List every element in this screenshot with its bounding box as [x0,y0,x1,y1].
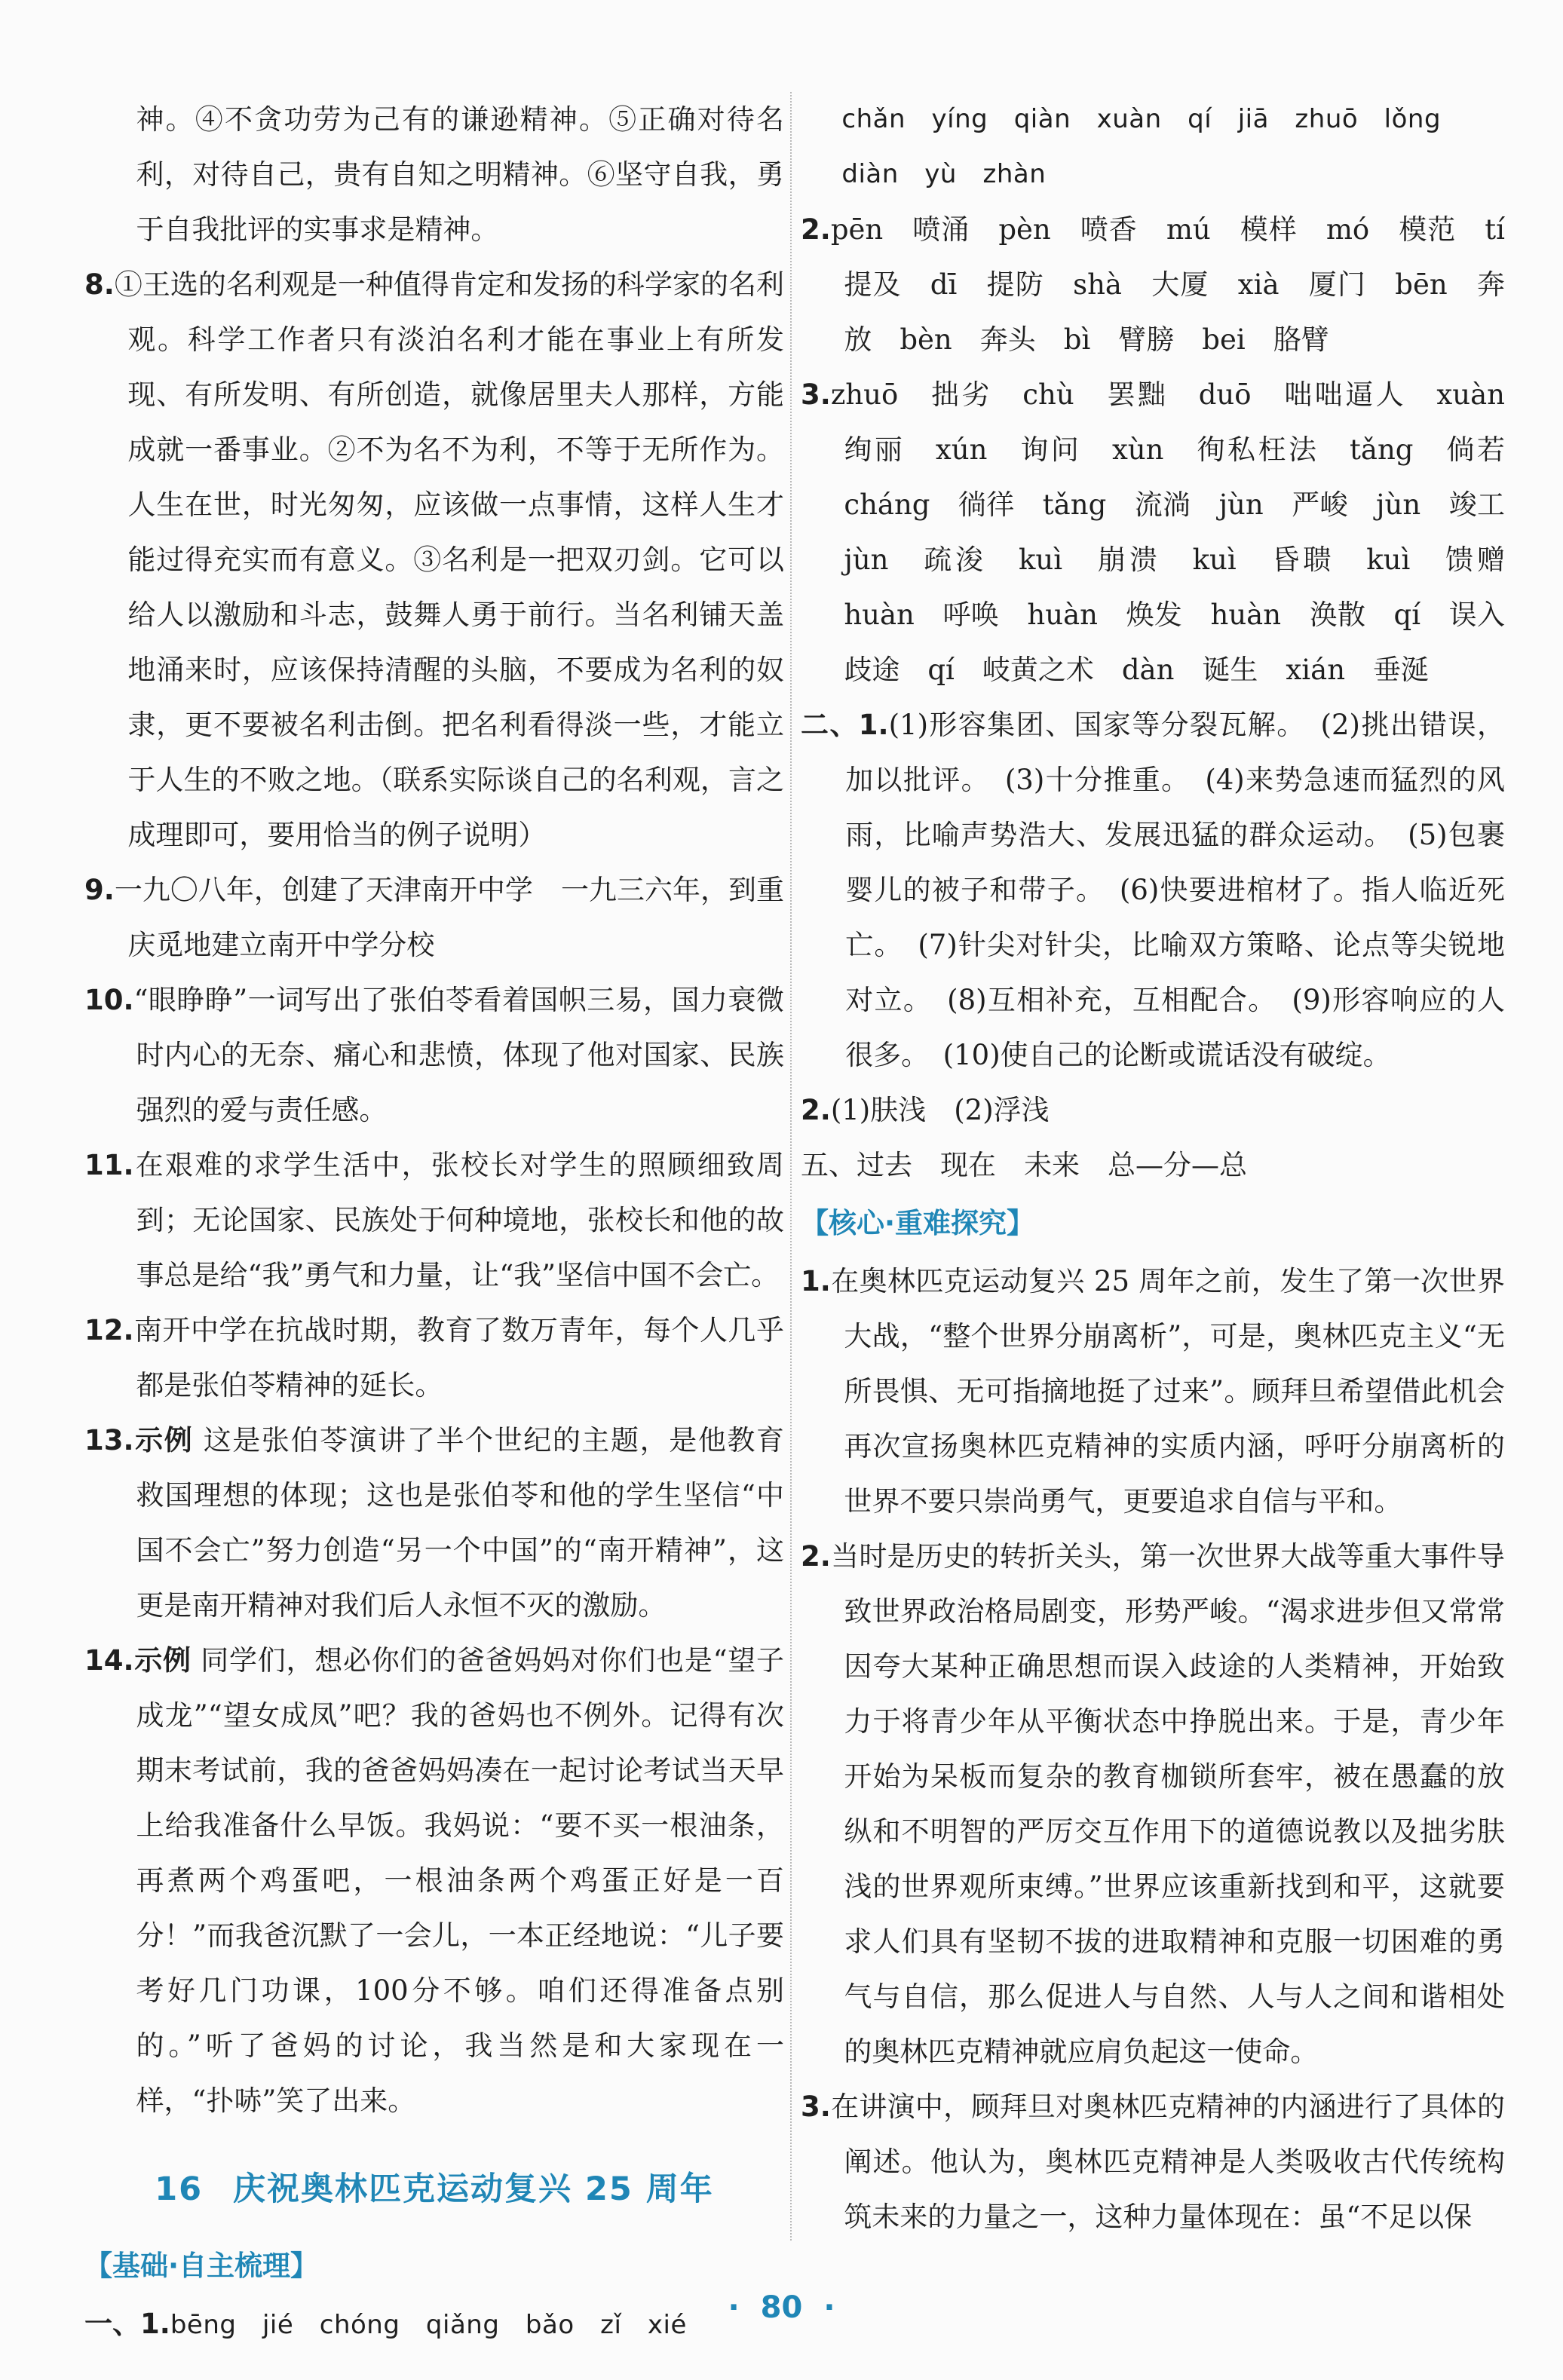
part-two-item-1 [801,697,1505,1083]
answer-number: 8. [84,268,115,301]
answer-text: 同学们，想必你们的爸爸妈妈对你们也是“望子成龙”“望女成凤”吧？我的爸妈也不例外。记得有次期末考试前，我的爸爸妈妈凑在一起讨论考试当天早上给我准备什么早饭。我妈说：“要不买一根油条，再煮两个鸡蛋吧，一根油条两个鸡蛋正好是一百分！”而我爸沉默了一会儿，一本正经地说：“儿子要考好几门功课，100分不够。咱们还得准备点别的。”听了爸妈的讨论，我当然是和大家现在一样，“扑哧”笑了出来。 [136,1644,785,2117]
answer-text: 当时是历史的转折关头，第一次世界大战等重大事件导致世界政治格局剧变，形势严峻。“渴求进步但又常常因夸大某种正确思想而误入歧途的人类精神，开始致力于将青少年从平衡状态中挣脱出来。于是，青少年开始为呆板而复杂的教育枷锁所套牢，被在愚蠢的放纵和不明智的严厉交互作用下的道德说教以及拙劣肤浅的世界观所束缚。”世界应该重新找到和平，这就要求人们具有坚韧不拔的进取精神和克服一切困难的勇气与自信，那么促进人与自然、人与人之间和谐相处的奥林匹克精神就应肩负起这一使命。 [830,1540,1505,2068]
column-divider [790,92,792,2241]
example-label: 示例 [133,1423,194,1456]
answer-text: pēn 喷涌 pèn 喷香 mú 模样 mó 模范 tí 提及 dī 提防 shà 大厦 xià 厦门 bēn 奔放 bèn 奔头 bì 臂膀 bei 胳臂 [830,213,1533,356]
chapter-heading [84,2163,784,2216]
answer-text: ①王选的名利观是一种值得肯定和发扬的科学家的名利观。科学工作者只有淡泊名利才能在事业上有所发现、有所发明、有所创造，就像居里夫人那样，方能成就一番事业。②不为名不为利，不等于无所作为。人生在世，时光匆匆，应该做一点事情，这样人生才能过得充实而有意义。③名利是一把双刃剑。它可以给人以激励和斗志，鼓舞人勇于前行。当名利铺天盖地涌来时，应该保持清醒的头脑，不要成为名利的奴隶，更不要被名利击倒。把名利看得淡一些，才能立于人生的不败之地。（联系实际谈自己的名利观，言之成理即可，要用恰当的例子说明） [114,268,784,851]
answer-9 [84,862,784,973]
answer-number: 2. [801,1094,831,1126]
section-heading-core: 【核心·重难探究】 [801,1207,1035,1239]
answer-text: 南开中学在抗战时期，教育了数万青年，每个人几乎都是张伯苓精神的延长。 [133,1314,784,1401]
part-one-item-2 [801,202,1533,367]
answer-text: 在奥林匹克运动复兴 25 周年之前，发生了第一次世界大战，“整个世界分崩离析”，可是，奥林匹克主义“无所畏惧、无可指摘地挺了过来”。顾拜旦希望借此机会再次宣扬奥林匹克精神的实质内涵，呼吁分崩离析的世界不要只崇尚勇气，更要追求自信与平和。 [830,1265,1505,1518]
answer-7-continuation: 神。④不贪功劳为己有的谦逊精神。⑤正确对待名利，对待自己，贵有自知之明精神。⑥坚守自我，勇于自我批评的实事求是精神。 [136,103,784,246]
left-column [84,92,784,2353]
section-heading-basics: 【基础·自主梳理】 [84,2250,319,2282]
answer-text: “眼睁睁”一词写出了张伯苓看着国帜三易，国力衰微时内心的无奈、痛心和悲愤，体现了他对国家、民族强烈的爱与责任感。 [133,984,784,1126]
right-column [801,92,1533,2244]
part-two-item-2 [801,1083,1505,1138]
answer-12 [84,1303,784,1413]
answer-number: 2. [801,213,831,246]
answer-text: zhuō 拙劣 chù 罢黜 duō 咄咄逼人 xuàn 绚丽 xún 询问 xùn 徇私枉法 tǎng 倘若 cháng 徜徉 tǎng 流淌 jùn 严峻 jùn 竣工 jùn 疏浚 kuì 崩溃 kuì 昏聩 kuì 馈赠 huàn 呼唤 huàn 焕发 huàn 涣散 qí 误入歧途 qí 岐黄之术 dàn 诞生 xián 垂涎 [830,378,1533,686]
answer-number: 13. [84,1424,134,1456]
answer-text: (1)肤浅 (2)浮浅 [830,1094,1050,1126]
answer-text: (1)形容集团、国家等分裂瓦解。 (2)挑出错误，加以批评。 (3)十分推重。 (4)来势急速而猛烈的风雨，比喻声势浩大、发展迅猛的群众运动。 (5)包裹婴儿的被子和带子。 (6)快要进棺材了。指人临近死亡。 (7)针尖对针尖，比喻双方策略、论点等尖锐地对立。 (8)互相补充，互相配合。 (9)形容响应的人很多。 (10)使自己的论断或谎话没有破绽。 [845,709,1505,1071]
page-number: · 80 · [728,2290,835,2325]
answer-number: 2. [801,1540,831,1573]
chapter-title: 庆祝奥林匹克运动复兴 25 周年 [233,2170,714,2208]
core-answer-3 [801,2079,1505,2244]
answer-11 [84,1138,784,1303]
chapter-number: 16 [155,2170,204,2208]
answer-13 [84,1413,784,1633]
pinyin-line: bēng jié chóng qiǎng bǎo zǐ xié [170,2310,687,2340]
answer-number: 12. [84,1314,134,1346]
part-one-item-3 [801,367,1533,697]
answer-number: 11. [84,1149,134,1181]
part-five: 五、过去 现在 未来 总—分—总 [801,1149,1247,1181]
answer-number: 3. [801,378,831,411]
page-number-value: 80 [760,2290,803,2325]
pinyin-continuation-1: chǎn yíng qiàn xuàn qí jiā zhuō lǒng [841,104,1442,134]
answer-number: 9. [84,874,115,906]
example-label: 示例 [133,1643,192,1677]
answer-number: 14. [84,1644,134,1677]
answer-number: 二、1. [801,709,889,741]
answer-text: 这是张伯苓演讲了半个世纪的主题，是他教育救国理想的体现；这也是张伯苓和他的学生坚信“中国不会亡”努力创造“另一个中国”的“南开精神”，这更是南开精神对我们后人永恒不灭的激励。 [136,1424,785,1622]
core-answer-1 [801,1254,1505,1529]
answer-8 [84,257,784,862]
answer-text: 在讲演中，顾拜旦对奥林匹克精神的内涵进行了具体的阐述。他认为，奥林匹克精神是人类吸收古代传统构筑未来的力量之一，这种力量体现在：虽“不足以保 [830,2091,1505,2233]
answer-number: 一、1. [84,2308,170,2340]
answer-number: 1. [801,1265,831,1297]
core-answer-2 [801,1529,1505,2079]
answer-number: 3. [801,2091,831,2123]
answer-10 [84,973,784,1138]
answer-text: 在艰难的求学生活中，张校长对学生的照顾细致周到；无论国家、民族处于何种境地，张校长和他的故事总是给“我”勇气和力量，让“我”坚信中国不会亡。 [133,1149,784,1291]
pinyin-continuation-2: diàn yù zhàn [841,159,1047,189]
answer-number: 10. [84,984,134,1016]
answer-14 [84,1633,784,2128]
answer-text: 一九〇八年，创建了天津南开中学 一九三六年，到重庆觅地建立南开中学分校 [114,874,784,961]
